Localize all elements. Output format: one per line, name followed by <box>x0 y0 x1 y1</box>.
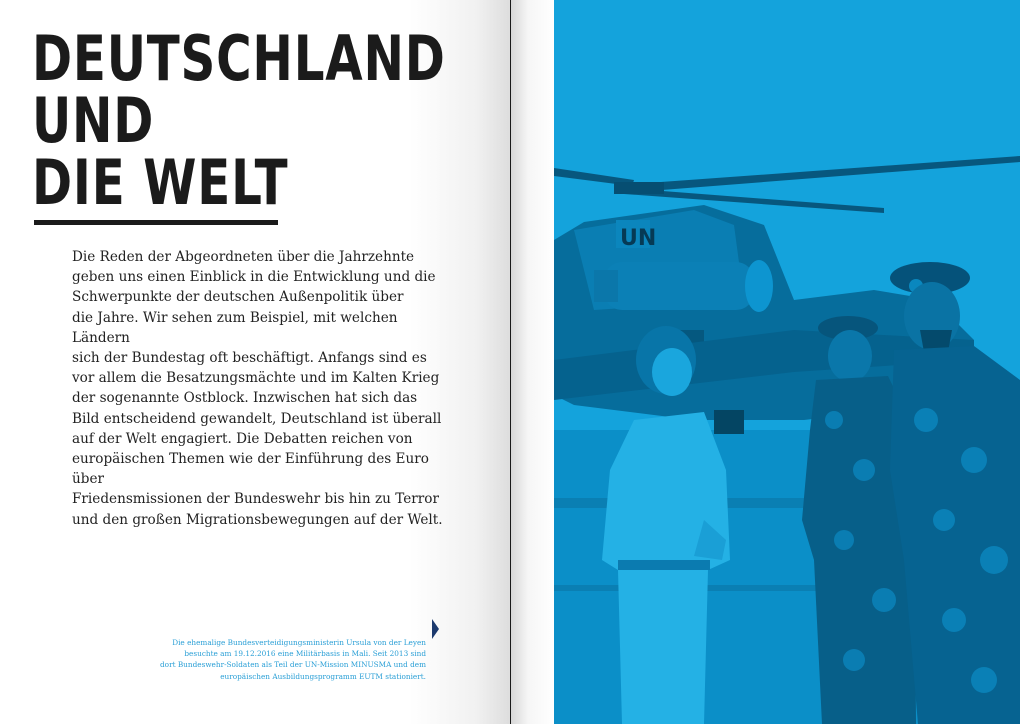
photo-mali-visit <box>554 0 1020 724</box>
photo-caption: Die ehemalige Bundesverteidigungsministerin Ursula von der Leyen besuchte am 19.12.2016 eine Militärbasis in Mali. Seit 2013 sind dort Bundeswehr-Soldaten als Teil der UN-Mission MINUSMA und dem europäischen Ausbildungsprogramm EUTM stationiert. <box>160 638 426 681</box>
title-line-3: DIE WELT <box>32 146 289 219</box>
page-title <box>32 22 446 219</box>
helicopter-marking: UN <box>620 226 657 251</box>
page-gutter <box>511 0 554 724</box>
photo-illustration <box>554 0 1020 724</box>
title-underline <box>34 220 278 225</box>
caption-arrow-icon <box>432 619 439 639</box>
title-line-1: DEUTSCHLAND <box>32 22 446 95</box>
title-line-2: UND <box>32 84 155 157</box>
body-paragraph: Die Reden der Abgeordneten über die Jahrzehnte geben uns einen Einblick in die Entwicklung und die Schwerpunkte der deutschen Außenpolitik über die Jahre. Wir sehen zum Beispiel, mit welchen Ländern sich der Bundestag oft beschäftigt. Anfangs sind es vor allem die Besatzungsmächte und im Kalten Krieg der sogenannte Ostblock. Inzwischen hat sich das Bild entscheidend gewandelt, Deutschland ist überall auf der Welt engagiert. Die Debatten reichen von europäischen Themen wie der Einführung des Euro über Friedensmissionen der Bundeswehr bis hin zu Terror und den großen Migrationsbewegungen auf der Welt. <box>72 249 443 528</box>
